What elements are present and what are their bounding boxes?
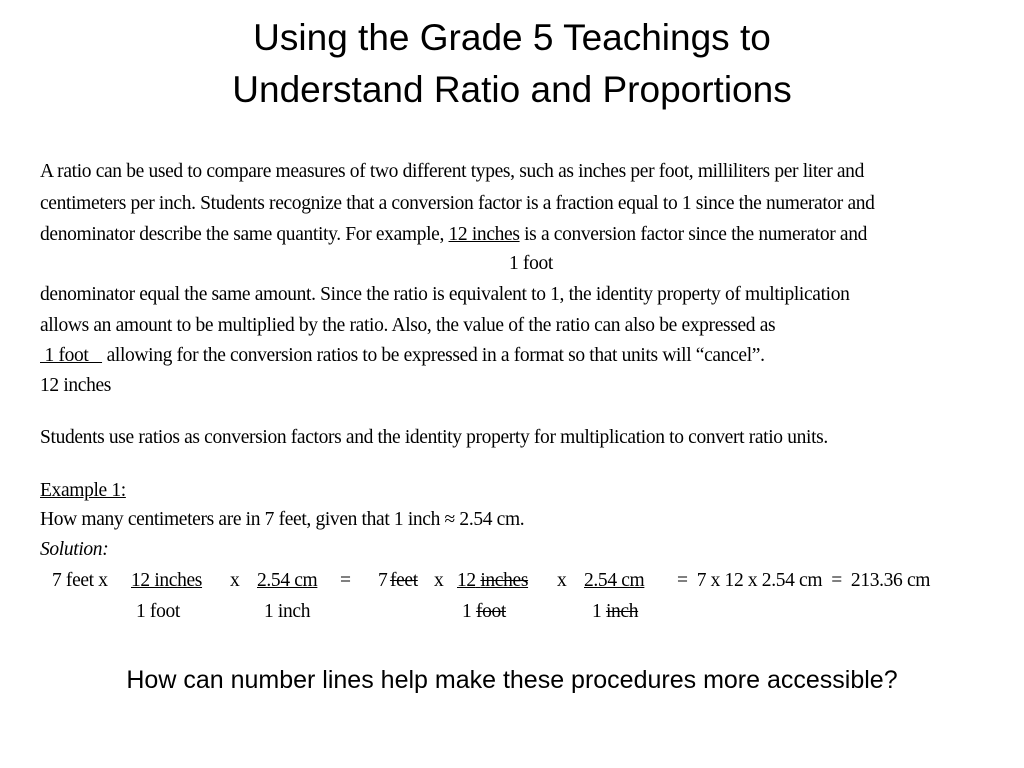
paragraph-1-line-3 [40,220,990,250]
equation-result: = 7 x 12 x 2.54 cm = 213.36 cm [677,570,931,591]
times-sign-3: x [557,570,567,591]
paragraph-2: Students use ratios as conversion factors and the identity property for multiplication to convert ratio units. [40,427,828,448]
cancelled-unit-foot: foot [475,601,506,622]
cancelled-unit-inch: inch [605,601,639,622]
paragraph-1-line-2: centimeters per inch. Students recognize that a conversion factor is a fraction equal to 1 since the numerator and [40,193,875,214]
term-7-feet-cancelled [378,566,418,596]
fraction-3-numerator-value: 12 [457,570,476,591]
title-line-1: Using the Grade 5 Teachings to [253,17,771,58]
fraction-denominator-1-foot: 1 foot [509,253,553,274]
fraction-numerator-12-inches: 12 inches [448,224,520,245]
fraction-4-numerator: 2.54 cm [584,570,645,591]
fraction-denominator-12-inches: 12 inches [40,375,112,396]
fraction-4-denominator [592,597,638,627]
slide-title [0,12,1024,116]
solution-label: Solution: [40,539,109,560]
title-line-2: Understand Ratio and Proportions [232,69,792,110]
paragraph-1-line-6 [40,341,990,371]
discussion-question: How can number lines help make these procedures more accessible? [126,666,898,694]
paragraph-1-line-6-post: allowing for the conversion ratios to be expressed in a format so that units will “cancel”. [106,345,765,366]
paragraph-1-line-1: A ratio can be used to compare measures of two different types, such as inches per foot, milliliters per liter and [40,161,864,182]
fraction-3-numerator [457,566,528,596]
fraction-4-denominator-value: 1 [592,601,602,622]
times-sign-2: x [434,570,444,591]
paragraph-1-line-3-post: is a conversion factor since the numerator and [524,224,867,245]
cancelled-unit-feet: feet [389,570,418,591]
fraction-numerator-1-foot: 1 foot [40,345,103,366]
times-sign-1: x [230,570,240,591]
fraction-3-denominator [462,597,506,627]
fraction-3-denominator-value: 1 [462,601,472,622]
paragraph-1-line-4: denominator equal the same amount. Since the ratio is equivalent to 1, the identity property of multiplication [40,284,850,305]
fraction-1-numerator: 12 inches [131,570,203,591]
paragraph-1-line-5: allows an amount to be multiplied by the ratio. Also, the value of the ratio can also be expressed as [40,315,776,336]
term-7-feet: 7 feet x [52,570,108,591]
term-7: 7 [378,570,388,591]
paragraph-1-line-3-pre: denominator describe the same quantity. For example, [40,224,444,245]
cancelled-unit-inches: inches [480,570,529,591]
example-heading: Example 1: [40,480,126,501]
fraction-1-denominator: 1 foot [136,601,180,622]
example-question: How many centimeters are in 7 feet, given that 1 inch ≈ 2.54 cm. [40,509,525,530]
fraction-2-denominator: 1 inch [264,601,311,622]
equals-sign-1: = [340,570,351,591]
fraction-2-numerator: 2.54 cm [257,570,318,591]
